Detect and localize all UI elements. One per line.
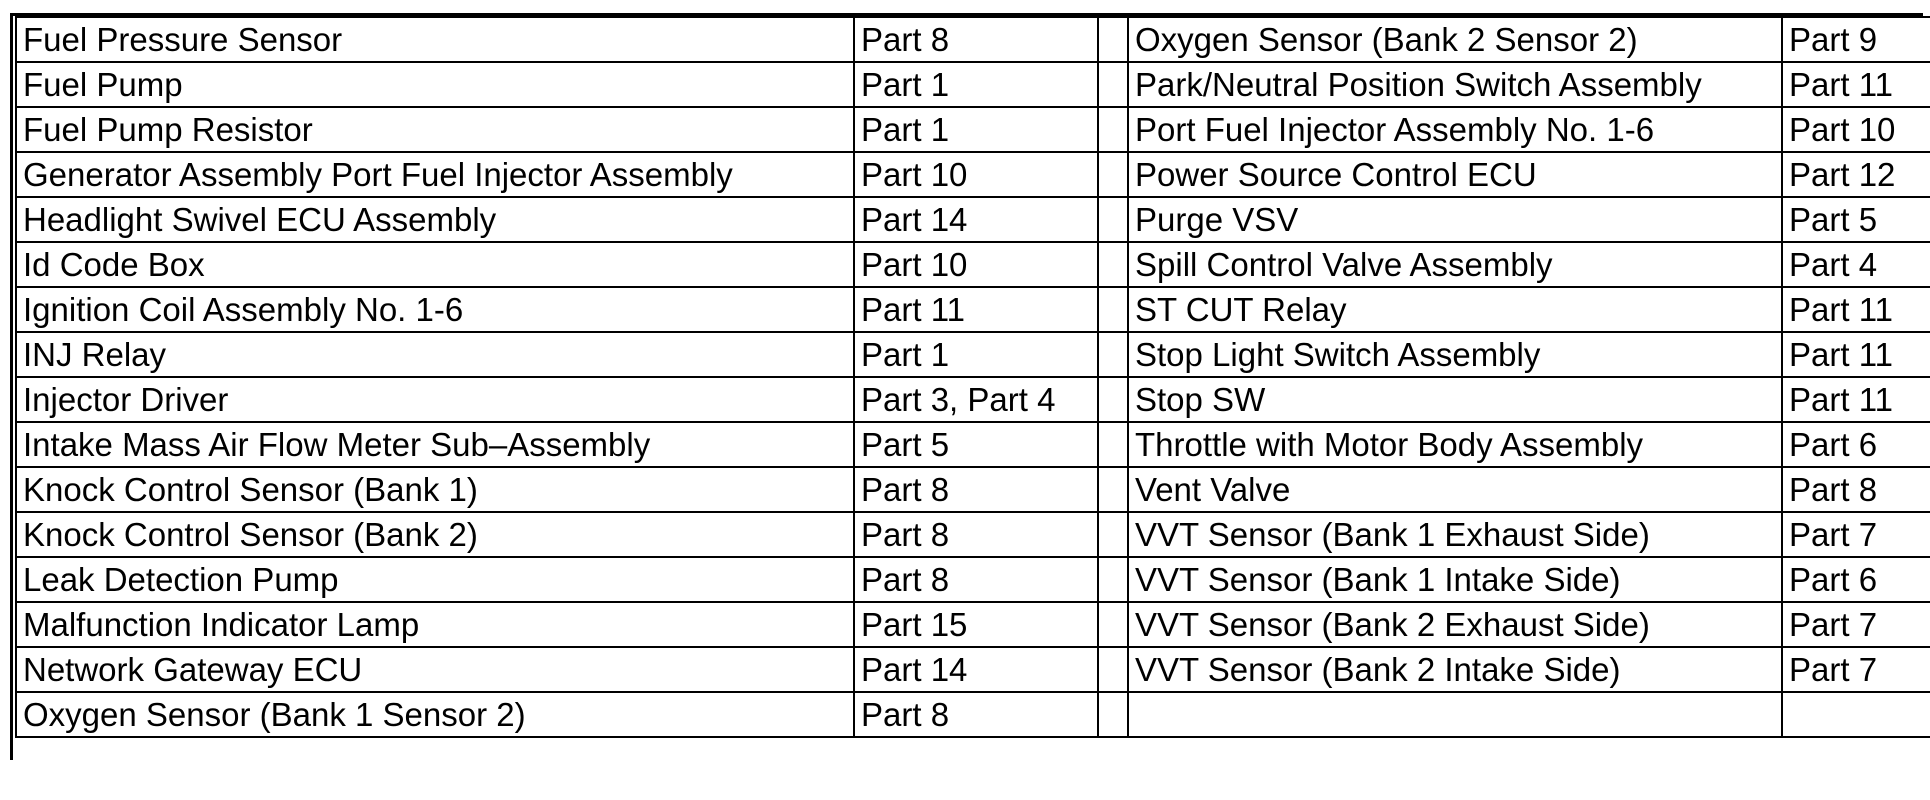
right-component-cell: VVT Sensor (Bank 1 Exhaust Side) <box>1128 512 1782 557</box>
right-component-cell: VVT Sensor (Bank 1 Intake Side) <box>1128 557 1782 602</box>
column-gap-cell <box>1098 107 1128 152</box>
table-row <box>16 467 1930 512</box>
right-part-cell: Part 11 <box>1782 62 1930 107</box>
right-part-cell: Part 8 <box>1782 467 1930 512</box>
right-part-cell: Part 7 <box>1782 602 1930 647</box>
right-part-cell: Part 6 <box>1782 422 1930 467</box>
right-part-cell: Part 7 <box>1782 512 1930 557</box>
left-component-cell: Network Gateway ECU <box>16 647 854 692</box>
column-gap-cell <box>1098 17 1128 62</box>
left-component-cell: Fuel Pump Resistor <box>16 107 854 152</box>
column-gap-cell <box>1098 62 1128 107</box>
right-part-cell: Part 12 <box>1782 152 1930 197</box>
right-part-cell: Part 11 <box>1782 377 1930 422</box>
left-part-cell: Part 1 <box>854 107 1098 152</box>
right-component-cell: Port Fuel Injector Assembly No. 1-6 <box>1128 107 1782 152</box>
right-component-cell: Spill Control Valve Assembly <box>1128 242 1782 287</box>
right-part-cell: Part 4 <box>1782 242 1930 287</box>
left-part-cell: Part 8 <box>854 17 1098 62</box>
table-row <box>16 62 1930 107</box>
left-part-cell: Part 10 <box>854 242 1098 287</box>
table-row <box>16 107 1930 152</box>
column-gap-cell <box>1098 647 1128 692</box>
right-part-cell: Part 6 <box>1782 557 1930 602</box>
table-row <box>16 332 1930 377</box>
right-component-cell: VVT Sensor (Bank 2 Intake Side) <box>1128 647 1782 692</box>
right-component-cell: Purge VSV <box>1128 197 1782 242</box>
column-gap-cell <box>1098 512 1128 557</box>
left-component-cell: Generator Assembly Port Fuel Injector Assembly <box>16 152 854 197</box>
column-gap-cell <box>1098 557 1128 602</box>
right-component-cell: Throttle with Motor Body Assembly <box>1128 422 1782 467</box>
right-part-cell: Part 5 <box>1782 197 1930 242</box>
left-component-cell: Knock Control Sensor (Bank 1) <box>16 467 854 512</box>
table-row <box>16 692 1930 737</box>
table-body <box>16 17 1930 737</box>
table-row <box>16 152 1930 197</box>
column-gap-cell <box>1098 692 1128 737</box>
left-part-cell: Part 8 <box>854 512 1098 557</box>
left-component-cell: Headlight Swivel ECU Assembly <box>16 197 854 242</box>
table-row <box>16 557 1930 602</box>
column-gap-cell <box>1098 242 1128 287</box>
table-row <box>16 422 1930 467</box>
right-component-cell: ST CUT Relay <box>1128 287 1782 332</box>
left-component-cell: Malfunction Indicator Lamp <box>16 602 854 647</box>
table-row <box>16 197 1930 242</box>
left-part-cell: Part 15 <box>854 602 1098 647</box>
right-component-cell: Vent Valve <box>1128 467 1782 512</box>
left-part-cell: Part 1 <box>854 332 1098 377</box>
column-gap-cell <box>1098 152 1128 197</box>
left-part-cell: Part 3, Part 4 <box>854 377 1098 422</box>
left-part-cell: Part 1 <box>854 62 1098 107</box>
right-component-cell: Stop SW <box>1128 377 1782 422</box>
left-component-cell: Leak Detection Pump <box>16 557 854 602</box>
left-part-cell: Part 5 <box>854 422 1098 467</box>
left-part-cell: Part 8 <box>854 692 1098 737</box>
right-component-cell: VVT Sensor (Bank 2 Exhaust Side) <box>1128 602 1782 647</box>
component-location-index <box>10 13 1923 760</box>
right-part-cell: Part 7 <box>1782 647 1930 692</box>
column-gap-cell <box>1098 332 1128 377</box>
left-component-cell: Ignition Coil Assembly No. 1-6 <box>16 287 854 332</box>
column-gap-cell <box>1098 377 1128 422</box>
left-component-cell: Fuel Pump <box>16 62 854 107</box>
column-gap-cell <box>1098 602 1128 647</box>
table-row <box>16 377 1930 422</box>
component-part-table <box>15 16 1930 738</box>
table-row <box>16 512 1930 557</box>
right-component-cell: Stop Light Switch Assembly <box>1128 332 1782 377</box>
right-part-cell <box>1782 692 1930 737</box>
column-gap-cell <box>1098 422 1128 467</box>
table-row <box>16 287 1930 332</box>
left-part-cell: Part 14 <box>854 647 1098 692</box>
right-part-cell: Part 11 <box>1782 332 1930 377</box>
right-component-cell <box>1128 692 1782 737</box>
column-gap-cell <box>1098 467 1128 512</box>
left-part-cell: Part 10 <box>854 152 1098 197</box>
left-component-cell: Fuel Pressure Sensor <box>16 17 854 62</box>
left-component-cell: Injector Driver <box>16 377 854 422</box>
column-gap-cell <box>1098 287 1128 332</box>
left-component-cell: Intake Mass Air Flow Meter Sub–Assembly <box>16 422 854 467</box>
left-component-cell: Id Code Box <box>16 242 854 287</box>
left-part-cell: Part 11 <box>854 287 1098 332</box>
table-row <box>16 242 1930 287</box>
left-component-cell: Knock Control Sensor (Bank 2) <box>16 512 854 557</box>
right-component-cell: Park/Neutral Position Switch Assembly <box>1128 62 1782 107</box>
left-component-cell: Oxygen Sensor (Bank 1 Sensor 2) <box>16 692 854 737</box>
table-row <box>16 602 1930 647</box>
right-part-cell: Part 10 <box>1782 107 1930 152</box>
right-part-cell: Part 11 <box>1782 287 1930 332</box>
column-gap-cell <box>1098 197 1128 242</box>
table-row <box>16 647 1930 692</box>
right-component-cell: Power Source Control ECU <box>1128 152 1782 197</box>
right-component-cell: Oxygen Sensor (Bank 2 Sensor 2) <box>1128 17 1782 62</box>
left-part-cell: Part 8 <box>854 557 1098 602</box>
table-row <box>16 17 1930 62</box>
left-part-cell: Part 14 <box>854 197 1098 242</box>
right-part-cell: Part 9 <box>1782 17 1930 62</box>
left-part-cell: Part 8 <box>854 467 1098 512</box>
left-component-cell: INJ Relay <box>16 332 854 377</box>
